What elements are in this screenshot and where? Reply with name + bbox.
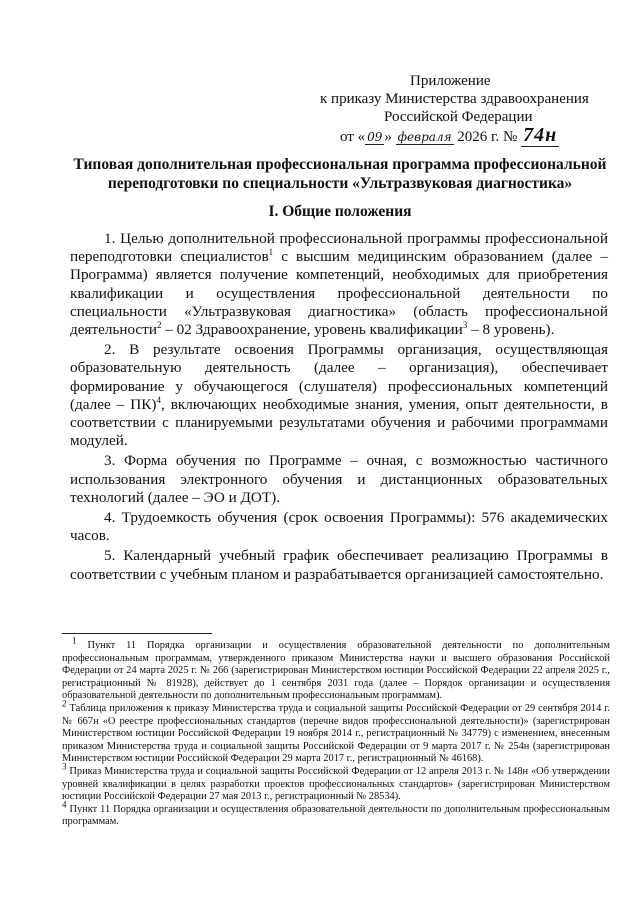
date-year: 2026 г. № <box>457 129 518 145</box>
document-title: Типовая дополнительная профессиональная программа профессиональной переподготовки по специальности «Ультразвуковая диагностика» <box>73 156 607 192</box>
date-month: февраля <box>397 130 452 144</box>
footnotes <box>62 635 610 829</box>
document-body <box>70 230 608 586</box>
order-number: 74н <box>523 124 558 146</box>
header-country: Российской Федерации <box>384 109 533 125</box>
approval-header <box>320 72 610 146</box>
footnote-separator <box>62 633 212 634</box>
section-heading: I. Общие положения <box>268 203 412 220</box>
date-prefix: от « <box>340 129 366 145</box>
footnote-2: $^2$ Таблица приложения к приказу Министерства труда и социальной защиты Российской Федерации от 29 сентября 2014 г. № 667н «О реестре профессиональных стандартов (перечне видов профессиональной деятельности)» (зарегистрирован Министерством юстиции Российской Федерации 19 ноября 2014 г., регистрационный № 34779) с изменением, внесенным приказом Министерства труда и социальной защиты Российской Федерации от 9 марта 2017 г. № 254н (зарегистрирован Министерством юстиции Российской Федерации 29 марта 2017 г., регистрационный № 46168). <box>62 698 610 765</box>
footnote-3: $^3$ Приказ Министерства труда и социальной защиты Российской Федерации от 12 апреля 2013 г. № 148н «Об утверждении уровней квалификации в целях разработки проектов профессиональных стандартов» (зарегистрирован Министерством юстиции Российской Федерации 27 мая 2013 г., регистрационный № 28534). <box>62 761 610 803</box>
paragraph-4: 4. Трудоемкость обучения (срок освоения Программы): 576 академических часов. <box>70 509 608 545</box>
paragraph-5: 5. Календарный учебный график обеспечивает реализацию Программы в соответствии с учебным планом и разрабатывается организацией самостоятельно. <box>70 547 608 583</box>
footnote-ref: 3 <box>462 319 468 330</box>
date-quote: » <box>384 129 392 145</box>
paragraph-2: 2. В результате освоения Программы организация, осуществляющая образовательную деятельность (далее – организация), обеспечивает формирование у обучающегося (слушателя) профессиональных компетенций (далее – ПК)$^4$, включающих необходимые знания, умения, опыт деятельности, в соответствии с планируемыми результатами обучения и рабочими программами модулей. <box>70 341 608 450</box>
footnote-1: $^1$ Пункт 11 Порядка организации и осуществления образовательной деятельности по дополнительным профессиональным программам, утвержденного приказом Министерства науки и высшего образования Российской Федерации от 24 марта 2025 г. № 266 (зарегистрирован Министерством юстиции Российской Федерации 22 апреля 2025 г., регистрационный № 81928), действует до 1 сентября 2031 года (далее – Порядок организации и осуществления образовательной деятельности по дополнительным профессиональным программам). <box>62 635 610 702</box>
header-appendix: Приложение <box>410 73 491 89</box>
footnote-ref: 1 <box>268 247 274 258</box>
header-date-line <box>320 126 610 146</box>
paragraph-1: 1. Целью дополнительной профессиональной программы профессиональной переподготовки специалистов$^1$ с высшим медицинским образованием (далее – Программа) является получение компетенций, необходимых для приобретения квалификации и осуществления профессиональной деятельности по специальности «Ультразвуковая диагностика» (область профессиональной деятельности$^2$ – 02 Здравоохранение, уровень квалификации$^3$ – 8 уровень). <box>70 230 608 339</box>
date-day: 09 <box>367 130 383 144</box>
footnote-ref: 4 <box>156 394 161 405</box>
footnote-ref: 2 <box>156 319 162 330</box>
header-order-ref: к приказу Министерства здравоохранения <box>320 91 589 107</box>
paragraph-3: 3. Форма обучения по Программе – очная, с возможностью частичного использования электронного обучения и дистанционных образовательных технологий (далее – ЭО и ДОТ). <box>70 452 608 506</box>
footnote-4: $^4$ Пункт 11 Порядка организации и осуществления образовательной деятельности по дополнительным профессиональным программам. <box>62 799 610 828</box>
